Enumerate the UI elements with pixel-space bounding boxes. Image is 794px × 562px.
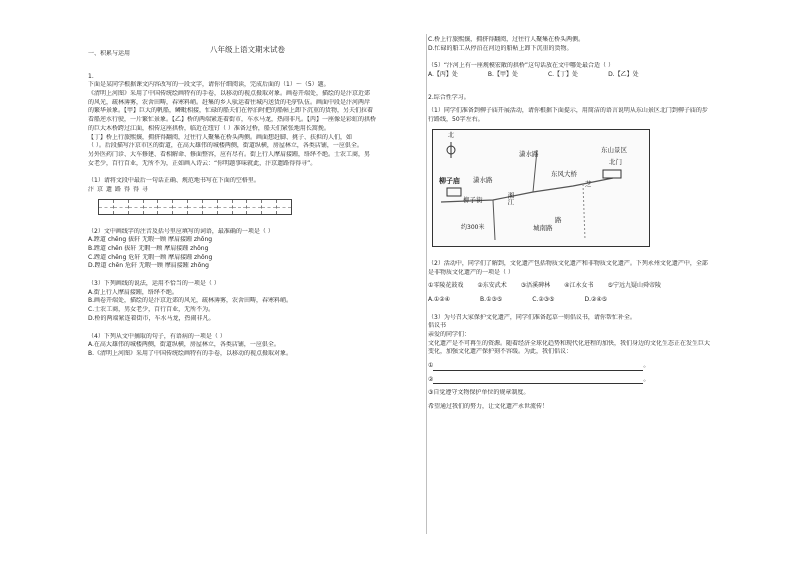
exam-title: 八年级上语文期末试卷 <box>210 45 285 54</box>
writing-cell[interactable] <box>188 200 203 214</box>
passage-line: 另外医药门诊、大车修建、看相解命、修面整容，应有尽有。街上行人摩肩接踵，络绎不绝。士农工商，男 <box>88 150 371 158</box>
q4-title: （4）下列从文中摘取的句子，有语病的一项是（ ） <box>88 332 226 340</box>
right-column <box>428 36 728 412</box>
q5-options <box>428 71 728 80</box>
q3-option: D.桥的两端紧连着街市，车水马龙，热闹非凡。 <box>88 314 215 322</box>
q5-option: A.【丙】处 <box>428 71 458 79</box>
s2-item: ⑤宁远九疑山舜帝陵 <box>607 282 661 290</box>
q5-option: B.【甲】处 <box>487 71 518 79</box>
q4-options-left <box>88 341 424 358</box>
s2-item: ④江永女书 <box>564 282 594 290</box>
q1-title: （1）请将文段中最后一句话正确、规范地书写在下面的空格里。 <box>88 177 260 185</box>
s3-item-2-num: ② <box>428 375 434 383</box>
q4-option: D.忙碌的船工从停泊在河边的船帖上卸下沉重的货物。 <box>428 44 573 52</box>
s2-heritage-items <box>428 282 728 291</box>
passage-line: 女老少，百行百业，无所不为，正如画入诗云：“你明题事味就此，汴京遗路得得寻”。 <box>88 159 317 167</box>
s3-item-1: ① 。 <box>428 362 650 369</box>
q3-options <box>88 289 424 324</box>
map-label-south-road: 城南路 <box>533 223 553 232</box>
s3-closing: 希望通过我们的努力，让文化遗产永世流传！ <box>428 403 549 411</box>
map-label-lu: 路 <box>555 215 562 224</box>
q4-option: B.《清明上河图》采用了中国传统绘画特有的手卷，以移动的视点摄取对象。 <box>88 349 293 357</box>
map-river <box>583 184 585 240</box>
writing-cell[interactable] <box>129 200 144 214</box>
q4-options-right <box>428 36 728 53</box>
writing-cell[interactable] <box>218 200 233 214</box>
map-north: 北 <box>448 131 455 139</box>
section-heading: 一、积累与运用 <box>88 50 131 57</box>
q5-option: C.【丁】处 <box>547 71 579 79</box>
s2-option: A.①②④ <box>428 295 451 303</box>
map-label-zhi: 芝 <box>585 179 592 188</box>
s2-item: ③浯溪碑林 <box>520 282 551 290</box>
s3-title: （3）为号召大家保护文化遗产，同学们准备起草一则倡议书，请你帮忙补全。 <box>428 313 636 321</box>
map-temple-box <box>447 188 461 196</box>
map-label-gate: 北门 <box>609 157 622 166</box>
s2-item: ①零陵花鼓戏 <box>428 282 464 290</box>
s3-blank-1[interactable] <box>433 364 643 371</box>
s2-options <box>428 296 728 305</box>
writing-cell[interactable] <box>144 200 159 214</box>
map-label-scenic: 东山景区 <box>601 145 627 154</box>
passage-line: 的繁华景象。【甲】巨大的帆船，鳞毗相接，忙碌的船夫们在停泊时把的船帖上卸下沉重的货物，另夫们拉着 <box>88 107 374 115</box>
reading-passage <box>88 90 424 168</box>
s3-body-1: 文化遗产是不可再生的资源。随着经济全球化趋势和现代化进程的加快，我们身边的文化生态正在发生巨大 <box>428 339 711 347</box>
s3-greeting: 亲爱的同学们： <box>428 330 471 338</box>
s3-blank-2[interactable] <box>433 377 643 384</box>
passage-line: （ ）。后段描写汴京市区的街道，在高大雄伟的城楼两侧，街道纵横，房屋林立，各类店铺，一应俱全。 <box>88 142 363 150</box>
question-2-heading: 2.综合性学习。 <box>428 93 470 101</box>
writing-cell[interactable] <box>233 200 248 214</box>
s3-body-2: 变化，加强文化遗产保护刻不容缓。为此，我们倡议： <box>428 348 573 356</box>
q2-option: B.蹚道 chēn 拔轩 无暇一顾 摩肩接踵 zhōng <box>88 245 209 252</box>
q4-option: A.在高大雄伟的城楼两侧，街道纵横，房屋林立，各类店铺，一应俱全。 <box>88 341 280 349</box>
map-label-river: 湘江 <box>506 191 515 205</box>
map-label-street: 柳子街 <box>463 195 483 204</box>
q3-option: B.画卷开端处，描绘的是汴京近郊的风光，疏林薄雾，农舍田畴，春寒料峭。 <box>88 297 293 305</box>
column-divider <box>426 34 427 534</box>
q3-option: C.士农工商，男女老少，百行百业，无所不为。 <box>88 306 215 314</box>
s2-option: C.②③⑤ <box>532 295 555 303</box>
s2-option: B.①③⑤ <box>480 295 503 303</box>
writing-grid[interactable] <box>98 199 292 215</box>
passage-line: 看船逆水行驶，一片繁忙景象。【乙】桥的两端紧连着街市，车水马龙，热闹非凡。【丙】一座像是彩虹的拱桥 <box>88 116 377 124</box>
s3-heading: 倡议书 <box>428 322 447 330</box>
left-column <box>88 36 424 359</box>
q1-sample-text: 汴京遗路得得寻 <box>88 185 152 193</box>
writing-cell[interactable] <box>203 200 218 214</box>
question-intro: 下面是某同学根据课文内容改写的一段文字，请你仔细阅读，完成后面的（1）～（5）题。 <box>88 81 330 89</box>
writing-cell[interactable] <box>277 200 291 214</box>
s3-item-1-num: ① <box>428 362 434 369</box>
s2-title: （2）活动中，同学们了解到，文化遗产包括物质文化遗产和非物质文化遗产。下列永州文化遗产中，全部 <box>428 259 708 267</box>
passage-line: 的巨大木桥跨过江面，相传这座拱桥，临近在纽钉（ ）准备过桥，船夫们紧张地用长篙挽。 <box>88 124 330 132</box>
map-road-south <box>493 200 495 240</box>
writing-cell[interactable] <box>114 200 129 214</box>
s2-option: D.②④⑤ <box>584 295 608 303</box>
q2-title: （2）文中画线字的注音及括号里应填写的词语，最准确的一项是（ ） <box>88 227 274 235</box>
question-number: 1. <box>88 72 94 80</box>
s1-title-cont: 行路线，50字左右。 <box>428 116 484 124</box>
q5-title: （5）“汴河上有一座规模宏敞的拱桥”这句话放在文中哪处最合适（ ） <box>428 62 614 70</box>
q2-option: C.蹚道 chēng 危轩 无暇一顾 摩肩接踵 zhōng <box>88 253 213 261</box>
s1-title: （1）同学们准备到柳子庙开展活动，请你根据下面提示，用简洁的语言说明从东山景区北门到柳子庙的步 <box>428 107 708 115</box>
map-gate-box <box>603 170 621 178</box>
map-label-road1: 潇水路 <box>473 175 493 184</box>
writing-cell[interactable] <box>247 200 262 214</box>
q2-options <box>88 236 424 271</box>
route-map <box>432 129 650 247</box>
passage-line: 【丁】桥上行旅熙攘，拥挤得翻阅，过往行人聚集在桥头两侧。画面想赶脚、挑子、扶担的人们，如 <box>88 133 353 141</box>
q3-title: （3）下列画线的说法，运用不恰当的一项是（ ） <box>88 280 220 288</box>
writing-cell[interactable] <box>99 200 114 214</box>
q2-option: D.蹚道 chēn 危轩 无暇一顾 摩肩接踵 zhōng <box>88 262 209 270</box>
map-label-distance: 约300米 <box>461 223 485 231</box>
q4-option: C.桥上行旅熙攘，拥挤得翻阅，过往行人聚集在桥头两侧。 <box>428 36 585 43</box>
s2-item: ②东安武术 <box>477 282 507 290</box>
writing-cell[interactable] <box>173 200 188 214</box>
map-label-bridge: 东风大桥 <box>551 169 577 178</box>
q3-option: A.街上行人摩肩接踵，络绎不绝。 <box>88 288 178 296</box>
writing-cell[interactable] <box>262 200 277 214</box>
writing-cell[interactable] <box>158 200 173 214</box>
s2-title-cont: 是非物质文化遗产的一项是（ ） <box>428 268 514 276</box>
q5-option: D.【乙】处 <box>608 71 639 79</box>
s3-item-3: ③自觉遵守文物保护单位的规章制度。 <box>428 389 530 397</box>
passage-line: 的风光，疏林薄雾，农舍田畴，春寒料峭。赶集的乡人驮运着往城内送货的毛驴队伍。画面中段是汴河两岸 <box>88 98 371 106</box>
s3-item-2: ② 。 <box>428 375 650 383</box>
map-label-road2: 潇水路 <box>519 149 539 158</box>
map-label-liuzimiao: 柳子庙 <box>439 176 460 185</box>
passage-line: 《清明上河图》采用了中国传统绘画特有的手卷，以移动的视点摄取对象。画卷开端处，描绘的是汴京近郊 <box>88 90 371 98</box>
q2-option: A.蹚道 chēng 拔轩 无暇一顾 摩肩接踵 zhōng <box>88 236 213 244</box>
